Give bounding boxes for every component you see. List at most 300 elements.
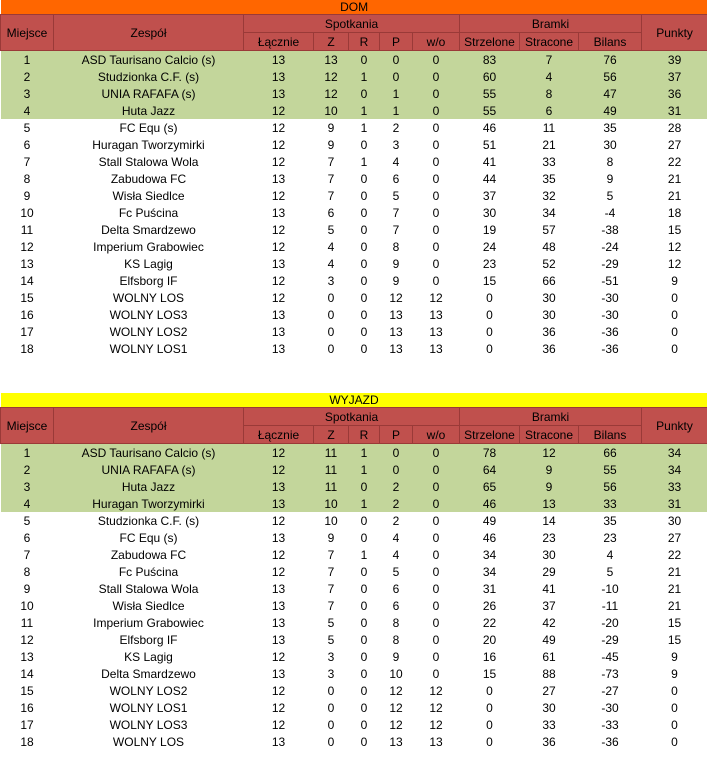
- cell-miejsce: 3: [1, 85, 54, 102]
- cell-p: 13: [380, 306, 413, 323]
- cell-bilans: -30: [579, 306, 642, 323]
- cell-z: 4: [314, 238, 349, 255]
- cell-lacznie: 13: [244, 85, 314, 102]
- cell-lacznie: 13: [244, 631, 314, 648]
- cell-zespol: Wisła Siedlce: [54, 187, 244, 204]
- cell-lacznie: 13: [244, 170, 314, 187]
- cell-miejsce: 7: [1, 153, 54, 170]
- cell-strzelone: 0: [460, 682, 520, 699]
- cell-lacznie: 13: [244, 529, 314, 546]
- cell-r: 1: [349, 546, 380, 563]
- cell-stracone: 30: [520, 289, 579, 306]
- cell-miejsce: 15: [1, 682, 54, 699]
- cell-wo: 0: [413, 153, 460, 170]
- table-row: [1, 255, 707, 272]
- cell-wo: 0: [413, 136, 460, 153]
- cell-bilans: 23: [579, 529, 642, 546]
- cell-zespol: Fc Puścina: [54, 563, 244, 580]
- cell-punkty: 0: [642, 323, 707, 340]
- cell-z: 0: [314, 340, 349, 357]
- cell-r: 0: [349, 580, 380, 597]
- cell-r: 0: [349, 631, 380, 648]
- cell-wo: 13: [413, 306, 460, 323]
- header-bilans: Bilans: [579, 426, 642, 444]
- cell-p: 0: [380, 51, 413, 69]
- header-miejsce: Miejsce: [1, 15, 54, 51]
- cell-stracone: 36: [520, 323, 579, 340]
- cell-bilans: -38: [579, 221, 642, 238]
- cell-bilans: 8: [579, 153, 642, 170]
- table-row: [1, 512, 707, 529]
- cell-strzelone: 37: [460, 187, 520, 204]
- cell-bilans: 35: [579, 512, 642, 529]
- cell-wo: 0: [413, 478, 460, 495]
- cell-r: 0: [349, 733, 380, 750]
- cell-lacznie: 13: [244, 733, 314, 750]
- cell-r: 0: [349, 289, 380, 306]
- cell-wo: 12: [413, 699, 460, 716]
- cell-miejsce: 9: [1, 580, 54, 597]
- cell-p: 8: [380, 614, 413, 631]
- cell-z: 5: [314, 631, 349, 648]
- cell-stracone: 4: [520, 68, 579, 85]
- cell-lacznie: 12: [244, 682, 314, 699]
- cell-stracone: 61: [520, 648, 579, 665]
- cell-bilans: -36: [579, 733, 642, 750]
- cell-z: 7: [314, 597, 349, 614]
- cell-punkty: 9: [642, 648, 707, 665]
- cell-bilans: -27: [579, 682, 642, 699]
- cell-miejsce: 13: [1, 255, 54, 272]
- cell-miejsce: 3: [1, 478, 54, 495]
- cell-lacznie: 12: [244, 699, 314, 716]
- header-punkty: Punkty: [642, 15, 707, 51]
- cell-miejsce: 6: [1, 136, 54, 153]
- cell-wo: 0: [413, 648, 460, 665]
- cell-zespol: Zabudowa FC: [54, 546, 244, 563]
- cell-z: 3: [314, 648, 349, 665]
- cell-zespol: Stall Stalowa Wola: [54, 153, 244, 170]
- cell-lacznie: 13: [244, 323, 314, 340]
- table-row: [1, 306, 707, 323]
- cell-lacznie: 12: [244, 102, 314, 119]
- cell-strzelone: 0: [460, 699, 520, 716]
- cell-zespol: KS Lagig: [54, 255, 244, 272]
- cell-miejsce: 1: [1, 51, 54, 69]
- cell-stracone: 11: [520, 119, 579, 136]
- cell-zespol: WOLNY LOS2: [54, 682, 244, 699]
- cell-p: 12: [380, 699, 413, 716]
- cell-bilans: 56: [579, 68, 642, 85]
- away-table-title: WYJAZD: [1, 393, 707, 408]
- cell-strzelone: 22: [460, 614, 520, 631]
- cell-punkty: 21: [642, 170, 707, 187]
- cell-punkty: 34: [642, 444, 707, 462]
- cell-stracone: 6: [520, 102, 579, 119]
- cell-p: 4: [380, 153, 413, 170]
- table-separator: [0, 377, 707, 393]
- cell-miejsce: 1: [1, 444, 54, 462]
- cell-zespol: Studzionka C.F. (s): [54, 512, 244, 529]
- cell-z: 3: [314, 665, 349, 682]
- cell-miejsce: 11: [1, 614, 54, 631]
- cell-stracone: 52: [520, 255, 579, 272]
- cell-z: 0: [314, 716, 349, 733]
- cell-p: 7: [380, 221, 413, 238]
- header-strzelone: Strzelone: [460, 33, 520, 51]
- cell-stracone: 32: [520, 187, 579, 204]
- cell-r: 0: [349, 529, 380, 546]
- cell-stracone: 35: [520, 170, 579, 187]
- cell-r: 0: [349, 478, 380, 495]
- header-lacznie: Łącznie: [244, 33, 314, 51]
- cell-punkty: 27: [642, 136, 707, 153]
- cell-p: 10: [380, 665, 413, 682]
- cell-zespol: UNIA RAFAFA (s): [54, 85, 244, 102]
- cell-punkty: 28: [642, 119, 707, 136]
- cell-strzelone: 30: [460, 204, 520, 221]
- cell-bilans: -29: [579, 255, 642, 272]
- home-table-body: [1, 51, 707, 358]
- cell-wo: 0: [413, 512, 460, 529]
- table-row: [1, 119, 707, 136]
- table-row: [1, 170, 707, 187]
- cell-miejsce: 17: [1, 323, 54, 340]
- cell-z: 5: [314, 614, 349, 631]
- cell-miejsce: 2: [1, 68, 54, 85]
- cell-lacznie: 12: [244, 238, 314, 255]
- cell-r: 0: [349, 272, 380, 289]
- cell-p: 6: [380, 597, 413, 614]
- cell-p: 9: [380, 648, 413, 665]
- cell-strzelone: 34: [460, 546, 520, 563]
- table-row: [1, 340, 707, 357]
- cell-r: 0: [349, 255, 380, 272]
- cell-strzelone: 26: [460, 597, 520, 614]
- cell-bilans: 5: [579, 187, 642, 204]
- header-z: Z: [314, 426, 349, 444]
- cell-punkty: 22: [642, 153, 707, 170]
- cell-lacznie: 12: [244, 221, 314, 238]
- cell-r: 0: [349, 306, 380, 323]
- cell-stracone: 34: [520, 204, 579, 221]
- cell-z: 5: [314, 221, 349, 238]
- table-row: [1, 546, 707, 563]
- header-bramki: Bramki: [460, 408, 642, 426]
- cell-p: 12: [380, 682, 413, 699]
- cell-p: 4: [380, 529, 413, 546]
- cell-r: 0: [349, 85, 380, 102]
- cell-bilans: 56: [579, 478, 642, 495]
- cell-z: 7: [314, 187, 349, 204]
- cell-bilans: -10: [579, 580, 642, 597]
- cell-wo: 0: [413, 187, 460, 204]
- cell-wo: 0: [413, 221, 460, 238]
- cell-strzelone: 55: [460, 85, 520, 102]
- table-row: [1, 495, 707, 512]
- cell-strzelone: 60: [460, 68, 520, 85]
- cell-p: 8: [380, 238, 413, 255]
- cell-punkty: 12: [642, 255, 707, 272]
- cell-p: 8: [380, 631, 413, 648]
- cell-zespol: WOLNY LOS: [54, 289, 244, 306]
- cell-wo: 0: [413, 597, 460, 614]
- table-row: [1, 136, 707, 153]
- cell-r: 1: [349, 495, 380, 512]
- cell-stracone: 88: [520, 665, 579, 682]
- table-row: [1, 665, 707, 682]
- cell-z: 7: [314, 580, 349, 597]
- cell-zespol: Elfsborg IF: [54, 631, 244, 648]
- cell-z: 12: [314, 85, 349, 102]
- cell-wo: 0: [413, 238, 460, 255]
- cell-wo: 0: [413, 170, 460, 187]
- cell-miejsce: 13: [1, 648, 54, 665]
- cell-strzelone: 15: [460, 665, 520, 682]
- cell-miejsce: 7: [1, 546, 54, 563]
- cell-strzelone: 34: [460, 563, 520, 580]
- cell-miejsce: 14: [1, 665, 54, 682]
- cell-bilans: -73: [579, 665, 642, 682]
- cell-wo: 12: [413, 716, 460, 733]
- header-lacznie: Łącznie: [244, 426, 314, 444]
- cell-p: 9: [380, 255, 413, 272]
- cell-punkty: 0: [642, 716, 707, 733]
- table-row: [1, 444, 707, 462]
- cell-z: 11: [314, 478, 349, 495]
- cell-strzelone: 64: [460, 461, 520, 478]
- cell-stracone: 33: [520, 716, 579, 733]
- cell-punkty: 9: [642, 272, 707, 289]
- cell-z: 10: [314, 512, 349, 529]
- cell-z: 0: [314, 289, 349, 306]
- cell-lacznie: 13: [244, 68, 314, 85]
- cell-stracone: 57: [520, 221, 579, 238]
- cell-stracone: 66: [520, 272, 579, 289]
- cell-lacznie: 12: [244, 648, 314, 665]
- cell-stracone: 33: [520, 153, 579, 170]
- header-stracone: Stracone: [520, 33, 579, 51]
- cell-z: 0: [314, 682, 349, 699]
- cell-wo: 12: [413, 682, 460, 699]
- cell-lacznie: 12: [244, 716, 314, 733]
- cell-r: 0: [349, 648, 380, 665]
- cell-punkty: 21: [642, 563, 707, 580]
- cell-zespol: Wisła Siedlce: [54, 597, 244, 614]
- cell-z: 9: [314, 119, 349, 136]
- header-zespol: Zespół: [54, 15, 244, 51]
- cell-z: 0: [314, 699, 349, 716]
- cell-zespol: Huragan Tworzymirki: [54, 495, 244, 512]
- table-row: [1, 323, 707, 340]
- cell-r: 0: [349, 340, 380, 357]
- cell-p: 9: [380, 272, 413, 289]
- table-row: [1, 85, 707, 102]
- table-row: [1, 563, 707, 580]
- header-miejsce: Miejsce: [1, 408, 54, 444]
- cell-p: 2: [380, 119, 413, 136]
- cell-z: 4: [314, 255, 349, 272]
- header-bramki: Bramki: [460, 15, 642, 33]
- cell-lacznie: 12: [244, 187, 314, 204]
- cell-z: 7: [314, 153, 349, 170]
- cell-wo: 0: [413, 614, 460, 631]
- cell-zespol: ASD Taurisano Calcio (s): [54, 444, 244, 462]
- cell-bilans: 9: [579, 170, 642, 187]
- cell-lacznie: 12: [244, 444, 314, 462]
- table-row: [1, 153, 707, 170]
- cell-punkty: 39: [642, 51, 707, 69]
- cell-wo: 13: [413, 340, 460, 357]
- cell-strzelone: 23: [460, 255, 520, 272]
- cell-miejsce: 10: [1, 597, 54, 614]
- cell-zespol: WOLNY LOS2: [54, 323, 244, 340]
- table-row: [1, 289, 707, 306]
- cell-lacznie: 12: [244, 119, 314, 136]
- cell-wo: 0: [413, 665, 460, 682]
- cell-punkty: 15: [642, 221, 707, 238]
- cell-wo: 0: [413, 272, 460, 289]
- cell-wo: 0: [413, 461, 460, 478]
- cell-bilans: -36: [579, 323, 642, 340]
- cell-bilans: -51: [579, 272, 642, 289]
- cell-miejsce: 5: [1, 119, 54, 136]
- table-row: [1, 238, 707, 255]
- header-p: P: [380, 33, 413, 51]
- table-row: [1, 648, 707, 665]
- cell-r: 0: [349, 170, 380, 187]
- cell-r: 0: [349, 221, 380, 238]
- cell-bilans: -45: [579, 648, 642, 665]
- cell-r: 0: [349, 51, 380, 69]
- cell-r: 0: [349, 597, 380, 614]
- cell-stracone: 37: [520, 597, 579, 614]
- table-row: [1, 272, 707, 289]
- cell-zespol: WOLNY LOS1: [54, 699, 244, 716]
- cell-z: 12: [314, 68, 349, 85]
- cell-r: 0: [349, 323, 380, 340]
- cell-r: 0: [349, 699, 380, 716]
- cell-p: 13: [380, 340, 413, 357]
- cell-strzelone: 0: [460, 340, 520, 357]
- cell-p: 2: [380, 495, 413, 512]
- cell-stracone: 30: [520, 699, 579, 716]
- cell-punkty: 37: [642, 68, 707, 85]
- header-r: R: [349, 33, 380, 51]
- cell-strzelone: 15: [460, 272, 520, 289]
- cell-p: 1: [380, 102, 413, 119]
- cell-miejsce: 10: [1, 204, 54, 221]
- cell-p: 3: [380, 136, 413, 153]
- cell-strzelone: 46: [460, 119, 520, 136]
- cell-wo: 0: [413, 631, 460, 648]
- cell-stracone: 48: [520, 238, 579, 255]
- header-spotkania: Spotkania: [244, 15, 460, 33]
- cell-r: 0: [349, 512, 380, 529]
- table-row: [1, 529, 707, 546]
- cell-miejsce: 4: [1, 495, 54, 512]
- cell-bilans: 49: [579, 102, 642, 119]
- cell-strzelone: 78: [460, 444, 520, 462]
- cell-bilans: 55: [579, 461, 642, 478]
- cell-punkty: 0: [642, 340, 707, 357]
- cell-miejsce: 5: [1, 512, 54, 529]
- cell-p: 7: [380, 204, 413, 221]
- cell-miejsce: 12: [1, 631, 54, 648]
- cell-r: 1: [349, 461, 380, 478]
- cell-z: 7: [314, 546, 349, 563]
- cell-miejsce: 8: [1, 170, 54, 187]
- cell-r: 1: [349, 153, 380, 170]
- cell-bilans: -20: [579, 614, 642, 631]
- cell-p: 4: [380, 546, 413, 563]
- cell-stracone: 7: [520, 51, 579, 69]
- cell-wo: 0: [413, 204, 460, 221]
- cell-lacznie: 13: [244, 340, 314, 357]
- cell-r: 1: [349, 102, 380, 119]
- cell-bilans: 35: [579, 119, 642, 136]
- cell-wo: 0: [413, 563, 460, 580]
- cell-punkty: 21: [642, 580, 707, 597]
- cell-zespol: Huragan Tworzymirki: [54, 136, 244, 153]
- cell-p: 6: [380, 170, 413, 187]
- cell-bilans: -33: [579, 716, 642, 733]
- cell-punkty: 21: [642, 597, 707, 614]
- cell-zespol: WOLNY LOS3: [54, 716, 244, 733]
- cell-z: 0: [314, 306, 349, 323]
- away-standings-table: [0, 393, 707, 750]
- cell-punkty: 31: [642, 102, 707, 119]
- cell-r: 0: [349, 187, 380, 204]
- cell-wo: 0: [413, 51, 460, 69]
- cell-strzelone: 65: [460, 478, 520, 495]
- cell-p: 12: [380, 716, 413, 733]
- cell-zespol: Delta Smardzewo: [54, 665, 244, 682]
- cell-wo: 0: [413, 529, 460, 546]
- header-p: P: [380, 426, 413, 444]
- cell-miejsce: 18: [1, 340, 54, 357]
- cell-punkty: 15: [642, 631, 707, 648]
- header-bilans: Bilans: [579, 33, 642, 51]
- cell-wo: 13: [413, 733, 460, 750]
- cell-bilans: 5: [579, 563, 642, 580]
- cell-lacznie: 13: [244, 478, 314, 495]
- cell-punkty: 12: [642, 238, 707, 255]
- cell-p: 0: [380, 444, 413, 462]
- cell-punkty: 0: [642, 306, 707, 323]
- cell-strzelone: 0: [460, 306, 520, 323]
- table-row: [1, 187, 707, 204]
- cell-z: 11: [314, 461, 349, 478]
- cell-stracone: 14: [520, 512, 579, 529]
- cell-bilans: -29: [579, 631, 642, 648]
- cell-punkty: 0: [642, 682, 707, 699]
- cell-zespol: WOLNY LOS: [54, 733, 244, 750]
- header-wo: w/o: [413, 426, 460, 444]
- cell-wo: 0: [413, 495, 460, 512]
- cell-miejsce: 12: [1, 238, 54, 255]
- cell-z: 3: [314, 272, 349, 289]
- cell-strzelone: 44: [460, 170, 520, 187]
- cell-strzelone: 20: [460, 631, 520, 648]
- cell-stracone: 12: [520, 444, 579, 462]
- cell-zespol: Huta Jazz: [54, 102, 244, 119]
- table-row: [1, 682, 707, 699]
- cell-p: 2: [380, 512, 413, 529]
- cell-r: 0: [349, 238, 380, 255]
- cell-stracone: 13: [520, 495, 579, 512]
- cell-lacznie: 12: [244, 563, 314, 580]
